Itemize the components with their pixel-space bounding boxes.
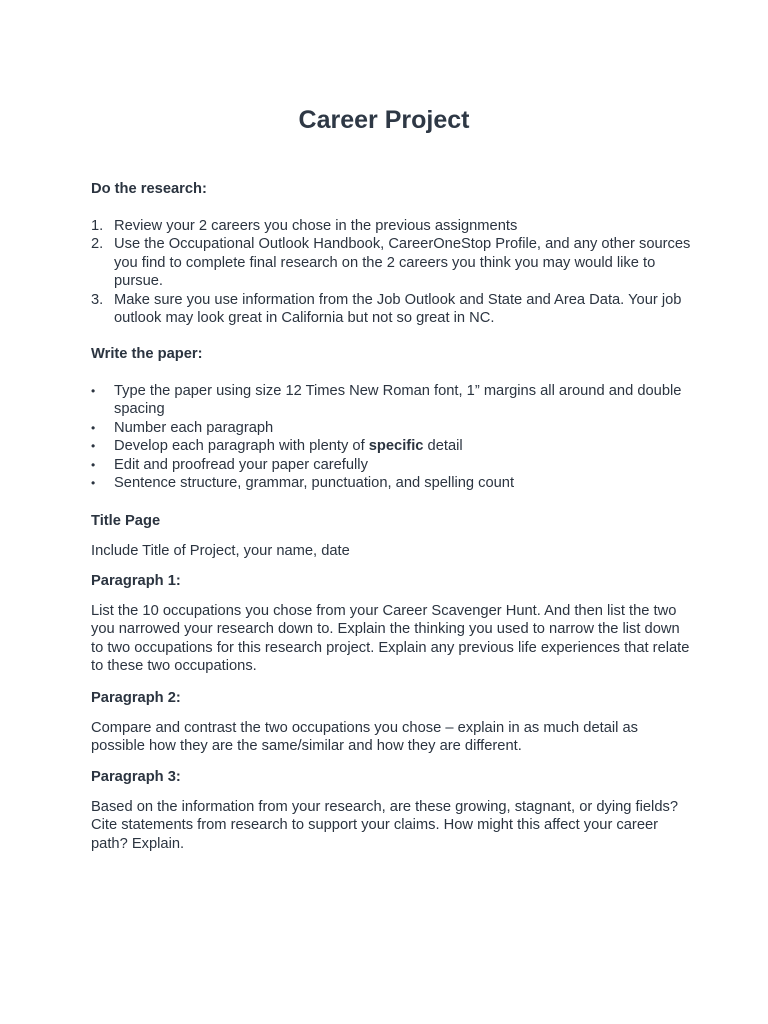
bullet-icon: • (91, 383, 96, 398)
research-heading: Do the research: (91, 181, 207, 197)
list-item-text: Review your 2 careers you chose in the previous assignments (114, 217, 518, 234)
list-item-text: Sentence structure, grammar, punctuation, and spelling count (114, 475, 515, 491)
bullet-icon: • (91, 420, 96, 435)
list-item (91, 235, 691, 291)
title-page-heading: Title Page (91, 513, 161, 529)
paragraph2-text: Compare and contrast the two occupations you chose – explain in as much detail as possible how they are the same/similar and how they are different. (91, 719, 639, 754)
list-item (91, 474, 691, 493)
paragraph1-section (91, 572, 691, 676)
title-page-text: Include Title of Project, your name, date (91, 542, 350, 559)
write-list (91, 382, 691, 493)
list-number: 1. (91, 217, 104, 234)
list-number: 3. (91, 291, 104, 308)
research-section (91, 180, 691, 328)
bullet-icon: • (91, 439, 96, 453)
write-section (91, 345, 691, 493)
paragraph3-heading: Paragraph 3: (91, 769, 181, 785)
list-item-text: Use the Occupational Outlook Handbook, CareerOneStop Profile, and any other sources you find to complete final research on the 2 careers you think you may would like to pursue. (114, 236, 691, 289)
paragraph1-text: List the 10 occupations you chose from your Career Scavenger Hunt. And then list the two you narrowed your research down to. Explain the thinking you used to narrow the list down to two occupations for this research project. Explain any previous life experiences that relate to these two occupations. (91, 602, 690, 674)
list-item-text: Type the paper using size 12 Times New Roman font, 1” margins all around and double spacing (114, 382, 682, 417)
bullet-icon: • (91, 476, 96, 490)
list-item (91, 217, 691, 236)
title-page-section (91, 512, 691, 560)
list-item (91, 382, 691, 419)
list-item-text: Number each paragraph (114, 419, 274, 436)
list-item (91, 291, 691, 328)
list-item-text: Edit and proofread your paper carefully (114, 456, 368, 473)
paragraph3-text: Based on the information from your research, are these growing, stagnant, or dying fields? Cite statements from research to support your claims. How might this affect your career path? Explain. (91, 798, 679, 852)
list-item (91, 419, 691, 438)
emphasis-specific: specific (368, 438, 424, 454)
list-item (91, 437, 691, 456)
paragraph3-section (91, 768, 691, 853)
list-item-text-after: detail (423, 438, 463, 454)
paragraph2-section (91, 689, 691, 756)
list-item (91, 456, 691, 475)
list-number: 2. (91, 236, 104, 252)
paragraph2-heading: Paragraph 2: (91, 690, 181, 706)
list-item-text: Make sure you use information from the Job Outlook and State and Area Data. Your job outlook may look great in California but not so great in NC. (114, 291, 682, 326)
paragraph1-heading: Paragraph 1: (91, 573, 181, 589)
page-title: Career Project (298, 106, 470, 134)
list-item-text-before: Develop each paragraph with plenty of (114, 438, 369, 454)
write-heading: Write the paper: (91, 346, 203, 362)
research-list (91, 217, 691, 328)
bullet-icon: • (91, 457, 96, 472)
